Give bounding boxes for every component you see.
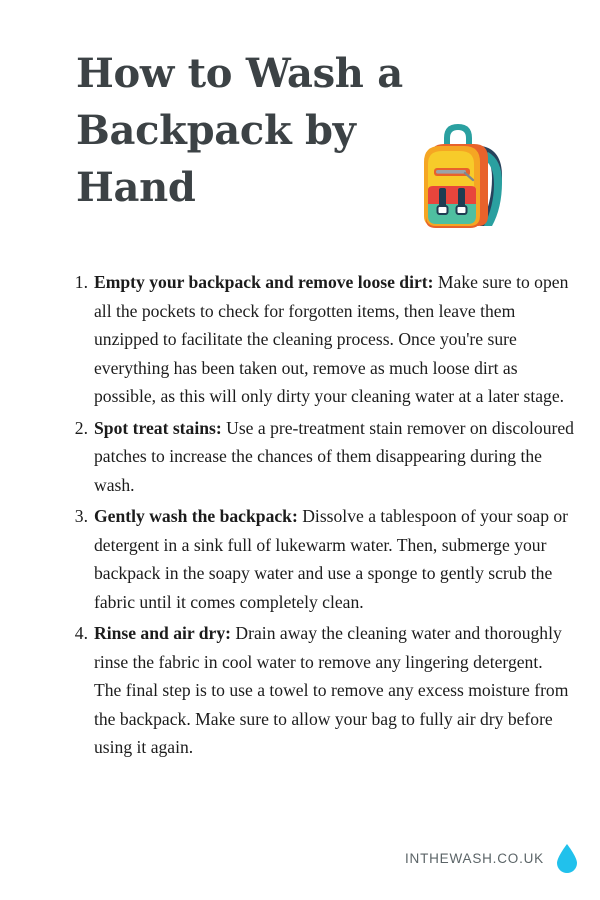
footer bbox=[0, 838, 600, 878]
steps-list bbox=[64, 268, 574, 765]
brand-name: INTHEWASH.CO.UK bbox=[404, 850, 544, 866]
page-title: How to Wash a Backpack by Hand bbox=[76, 50, 403, 211]
backpack-icon bbox=[396, 112, 522, 238]
list-item bbox=[94, 502, 574, 616]
water-droplet-icon bbox=[556, 843, 578, 873]
step-body: Make sure to open all the pockets to check for forgotten items, then leave them unzipped to facilitate the cleaning process. Once you're sure everything has been taken out, remove as much loose dirt as possible, as this will only dirty your cleaning water at a later stage. bbox=[94, 272, 569, 406]
step-title: Gently wash the backpack: bbox=[94, 506, 298, 526]
step-body: Dissolve a tablespoon of your soap or detergent in a sink full of lukewarm water. Then, submerge your backpack in the soapy water and use a sponge to gently scrub the fabric until it comes completely clean. bbox=[94, 506, 569, 612]
list-item bbox=[94, 619, 574, 762]
step-body: Drain away the cleaning water and thoroughly rinse the fabric in cool water to remove any lingering detergent. The final step is to use a towel to remove any excess moisture from the backpack. Make sure to allow your bag to fully air dry before using it again. bbox=[94, 623, 569, 757]
step-title: Empty your backpack and remove loose dirt: bbox=[94, 272, 434, 292]
list-item bbox=[94, 268, 574, 411]
step-title: Spot treat stains: bbox=[94, 417, 222, 438]
list-item bbox=[94, 414, 574, 500]
header bbox=[0, 0, 600, 250]
step-body: Use a pre-treatment stain remover on discoloured patches to increase the chances of them disappearing during the wash. bbox=[94, 417, 574, 495]
step-title: Rinse and air dry: bbox=[94, 623, 232, 643]
